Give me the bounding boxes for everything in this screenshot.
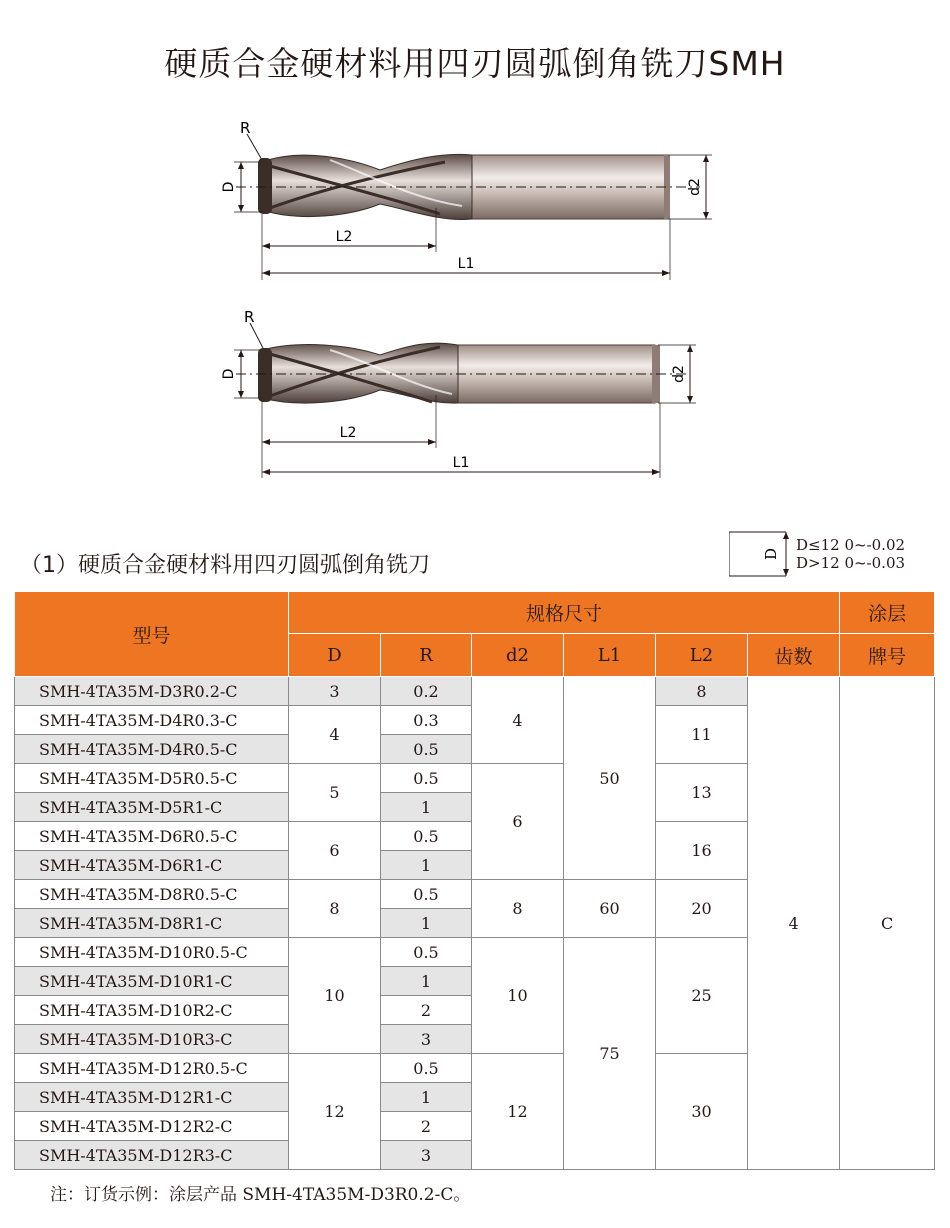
coating-cell: C bbox=[840, 677, 935, 1170]
r-cell: 3 bbox=[381, 1025, 472, 1054]
header-d: D bbox=[289, 634, 381, 677]
end-mill-drawing-2 bbox=[221, 308, 696, 478]
tolerance-diagram bbox=[729, 530, 789, 578]
header-l2: L2 bbox=[656, 634, 748, 677]
end-mill-drawings bbox=[0, 0, 950, 500]
r-cell: 0.5 bbox=[381, 880, 472, 909]
d-cell: 6 bbox=[289, 822, 381, 880]
d2-cell: 10 bbox=[472, 938, 564, 1054]
r-cell: 0.2 bbox=[381, 677, 472, 706]
r-cell: 2 bbox=[381, 996, 472, 1025]
flute-body-2 bbox=[262, 343, 458, 403]
model-cell: SMH-4TA35M-D10R2-C bbox=[15, 996, 289, 1025]
dim-label-d: D bbox=[221, 181, 237, 193]
model-cell: SMH-4TA35M-D12R2-C bbox=[15, 1112, 289, 1141]
d-cell: 10 bbox=[289, 938, 381, 1054]
header-coating-bottom: 牌号 bbox=[840, 634, 935, 677]
model-cell: SMH-4TA35M-D4R0.5-C bbox=[15, 735, 289, 764]
r-cell: 1 bbox=[381, 793, 472, 822]
header-coating-top: 涂层 bbox=[840, 592, 935, 634]
r-cell: 0.5 bbox=[381, 735, 472, 764]
section-title: （1）硬质合金硬材料用四刃圆弧倒角铣刀 bbox=[20, 553, 430, 578]
r-cell: 1 bbox=[381, 1083, 472, 1112]
d-cell: 5 bbox=[289, 764, 381, 822]
model-cell: SMH-4TA35M-D10R0.5-C bbox=[15, 938, 289, 967]
spec-table bbox=[14, 591, 935, 1170]
dim-label-l2: L2 bbox=[335, 229, 353, 245]
l1-cell: 50 bbox=[564, 677, 656, 880]
header-r: R bbox=[381, 634, 472, 677]
d2-cell: 8 bbox=[472, 880, 564, 938]
r-cell: 3 bbox=[381, 1141, 472, 1170]
r-cell: 0.5 bbox=[381, 1054, 472, 1083]
l2-cell: 13 bbox=[656, 764, 748, 822]
model-cell: SMH-4TA35M-D12R0.5-C bbox=[15, 1054, 289, 1083]
order-note bbox=[50, 1180, 470, 1205]
note-code: SMH-4TA35M-D3R0.2-C。 bbox=[242, 1185, 471, 1205]
dim-label-d: D bbox=[221, 368, 237, 380]
dim-label-l1: L1 bbox=[457, 256, 475, 272]
d-cell: 3 bbox=[289, 677, 381, 706]
header-spec: 规格尺寸 bbox=[289, 592, 840, 634]
d-cell: 12 bbox=[289, 1054, 381, 1170]
table-row bbox=[15, 677, 935, 706]
l2-cell: 11 bbox=[656, 706, 748, 764]
d2-cell: 4 bbox=[472, 677, 564, 764]
tolerance-label: D bbox=[762, 547, 780, 561]
l2-cell: 16 bbox=[656, 822, 748, 880]
tolerance-line-1: D≤12 0~-0.02 bbox=[796, 536, 906, 554]
model-cell: SMH-4TA35M-D5R0.5-C bbox=[15, 764, 289, 793]
model-cell: SMH-4TA35M-D12R3-C bbox=[15, 1141, 289, 1170]
model-cell: SMH-4TA35M-D10R3-C bbox=[15, 1025, 289, 1054]
r-cell: 1 bbox=[381, 909, 472, 938]
model-cell: SMH-4TA35M-D10R1-C bbox=[15, 967, 289, 996]
d-cell: 8 bbox=[289, 880, 381, 938]
r-cell: 0.3 bbox=[381, 706, 472, 735]
l1-cell: 75 bbox=[564, 938, 656, 1170]
r-cell: 0.5 bbox=[381, 764, 472, 793]
dim-label-d2: d2 bbox=[671, 365, 687, 383]
l2-cell: 30 bbox=[656, 1054, 748, 1170]
teeth-cell: 4 bbox=[748, 677, 840, 1170]
r-cell: 0.5 bbox=[381, 822, 472, 851]
dim-label-l2: L2 bbox=[339, 425, 357, 441]
note-prefix: 注：订货示例：涂层产品 bbox=[50, 1185, 237, 1205]
model-cell: SMH-4TA35M-D6R0.5-C bbox=[15, 822, 289, 851]
header-d2: d2 bbox=[472, 634, 564, 677]
dim-label-r: R bbox=[240, 119, 251, 137]
tolerance-line-2: D>12 0~-0.03 bbox=[796, 554, 906, 572]
model-cell: SMH-4TA35M-D5R1-C bbox=[15, 793, 289, 822]
dim-label-d2: d2 bbox=[687, 178, 703, 196]
model-cell: SMH-4TA35M-D12R1-C bbox=[15, 1083, 289, 1112]
header-l1: L1 bbox=[564, 634, 656, 677]
r-cell: 0.5 bbox=[381, 938, 472, 967]
r-cell: 1 bbox=[381, 967, 472, 996]
dim-label-l1: L1 bbox=[452, 455, 470, 471]
l2-cell: 25 bbox=[656, 938, 748, 1054]
r-cell: 1 bbox=[381, 851, 472, 880]
tolerance-text bbox=[796, 536, 905, 572]
end-mill-drawing-1 bbox=[221, 119, 712, 280]
d2-cell: 6 bbox=[472, 764, 564, 880]
model-cell: SMH-4TA35M-D4R0.3-C bbox=[15, 706, 289, 735]
page-title: 硬质合金硬材料用四刃圆弧倒角铣刀SMH bbox=[164, 44, 786, 83]
header-teeth: 齿数 bbox=[748, 634, 840, 677]
dim-label-r: R bbox=[244, 308, 255, 326]
d2-cell: 12 bbox=[472, 1054, 564, 1170]
l1-cell: 60 bbox=[564, 880, 656, 938]
model-cell: SMH-4TA35M-D8R1-C bbox=[15, 909, 289, 938]
l2-cell: 20 bbox=[656, 880, 748, 938]
r-cell: 2 bbox=[381, 1112, 472, 1141]
header-model: 型号 bbox=[15, 592, 289, 677]
model-cell: SMH-4TA35M-D8R0.5-C bbox=[15, 880, 289, 909]
l2-cell: 8 bbox=[656, 677, 748, 706]
d-cell: 4 bbox=[289, 706, 381, 764]
model-cell: SMH-4TA35M-D3R0.2-C bbox=[15, 677, 289, 706]
model-cell: SMH-4TA35M-D6R1-C bbox=[15, 851, 289, 880]
